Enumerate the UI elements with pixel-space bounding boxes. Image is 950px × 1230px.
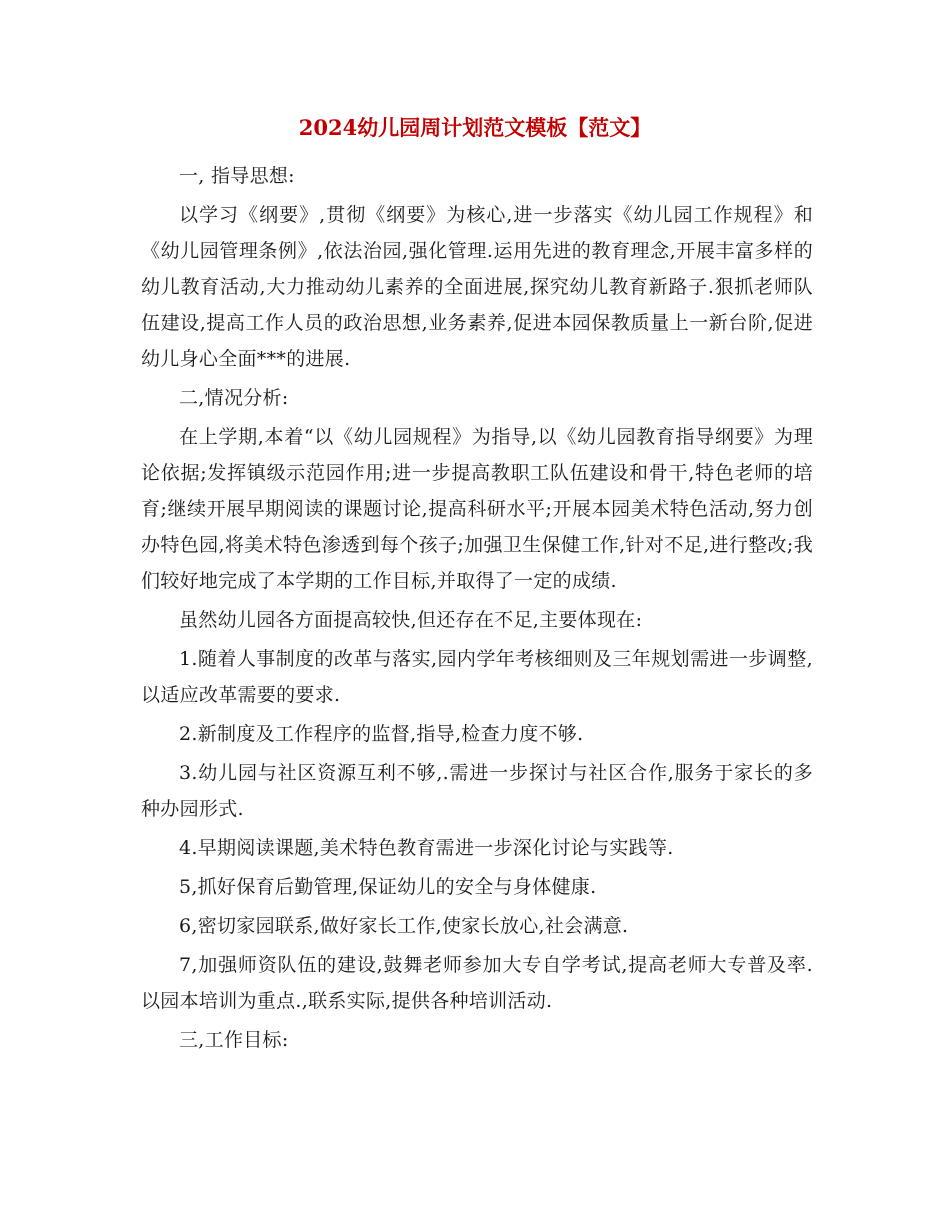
document-title: 2024幼儿园周计划范文模板【范文】: [298, 115, 652, 140]
section-heading-work-goals: 三,工作目标:: [179, 1029, 289, 1051]
section-heading-situation-analysis: 二,情况分析:: [179, 387, 289, 409]
paragraph-shortcomings-intro: 虽然幼儿园各方面提高较快,但还存在不足,主要体现在:: [179, 609, 643, 631]
paragraph-guiding-ideology: 以学习《纲要》,贯彻《纲要》为核心,进一步落实《幼儿园工作规程》和《幼儿园管理条例》,依法治园,强化管理.运用先进的教育理念,开展丰富多样的幼儿教育活动,大力推动幼儿素养的全面进展,探究幼儿教育新路子.狠抓老师队伍建设,提高工作人员的政治思想,业务素养,促进本园保教质量上一新台阶,促进幼儿身心全面***的进展.: [141, 204, 813, 370]
paragraph-situation-analysis: 在上学期,本着“以《幼儿园规程》为指导,以《幼儿园教育指导纲要》为理论依据;发挥镇级示范园作用;进一步提高教职工队伍建设和骨干,特色老师的培育;继续开展早期阅读的课题讨论,提高科研水平;开展本园美术特色活动,努力创办特色园,将美术特色渗透到每个孩子;加强卫生保健工作,针对不足,进行整改;我们较好地完成了本学期的工作目标,并取得了一定的成绩.: [141, 426, 813, 592]
list-item-6: 6,密切家园联系,做好家长工作,使家长放心,社会满意.: [179, 915, 629, 937]
list-item-3: 3.幼儿园与社区资源互利不够,.需进一步探讨与社区合作,服务于家长的多种办园形式.: [141, 762, 813, 820]
document-body: [141, 158, 813, 1061]
list-item-4: 4.早期阅读课题,美术特色教育需进一步深化讨论与实践等.: [179, 837, 674, 859]
list-item-2: 2.新制度及工作程序的监督,指导,检查力度不够.: [179, 723, 584, 745]
section-heading-guiding-ideology: 一, 指导思想:: [179, 165, 295, 187]
list-item-5: 5,抓好保育后勤管理,保证幼儿的安全与身体健康.: [179, 876, 597, 898]
list-item-1: 1.随着人事制度的改革与落实,园内学年考核细则及三年规划需进一步调整,以适应改革需要的要求.: [141, 648, 813, 706]
list-item-7: 7,加强师资队伍的建设,鼓舞老师参加大专自学考试,提高老师大专普及率.以园本培训为重点.,联系实际,提供各种培训活动.: [141, 954, 813, 1012]
